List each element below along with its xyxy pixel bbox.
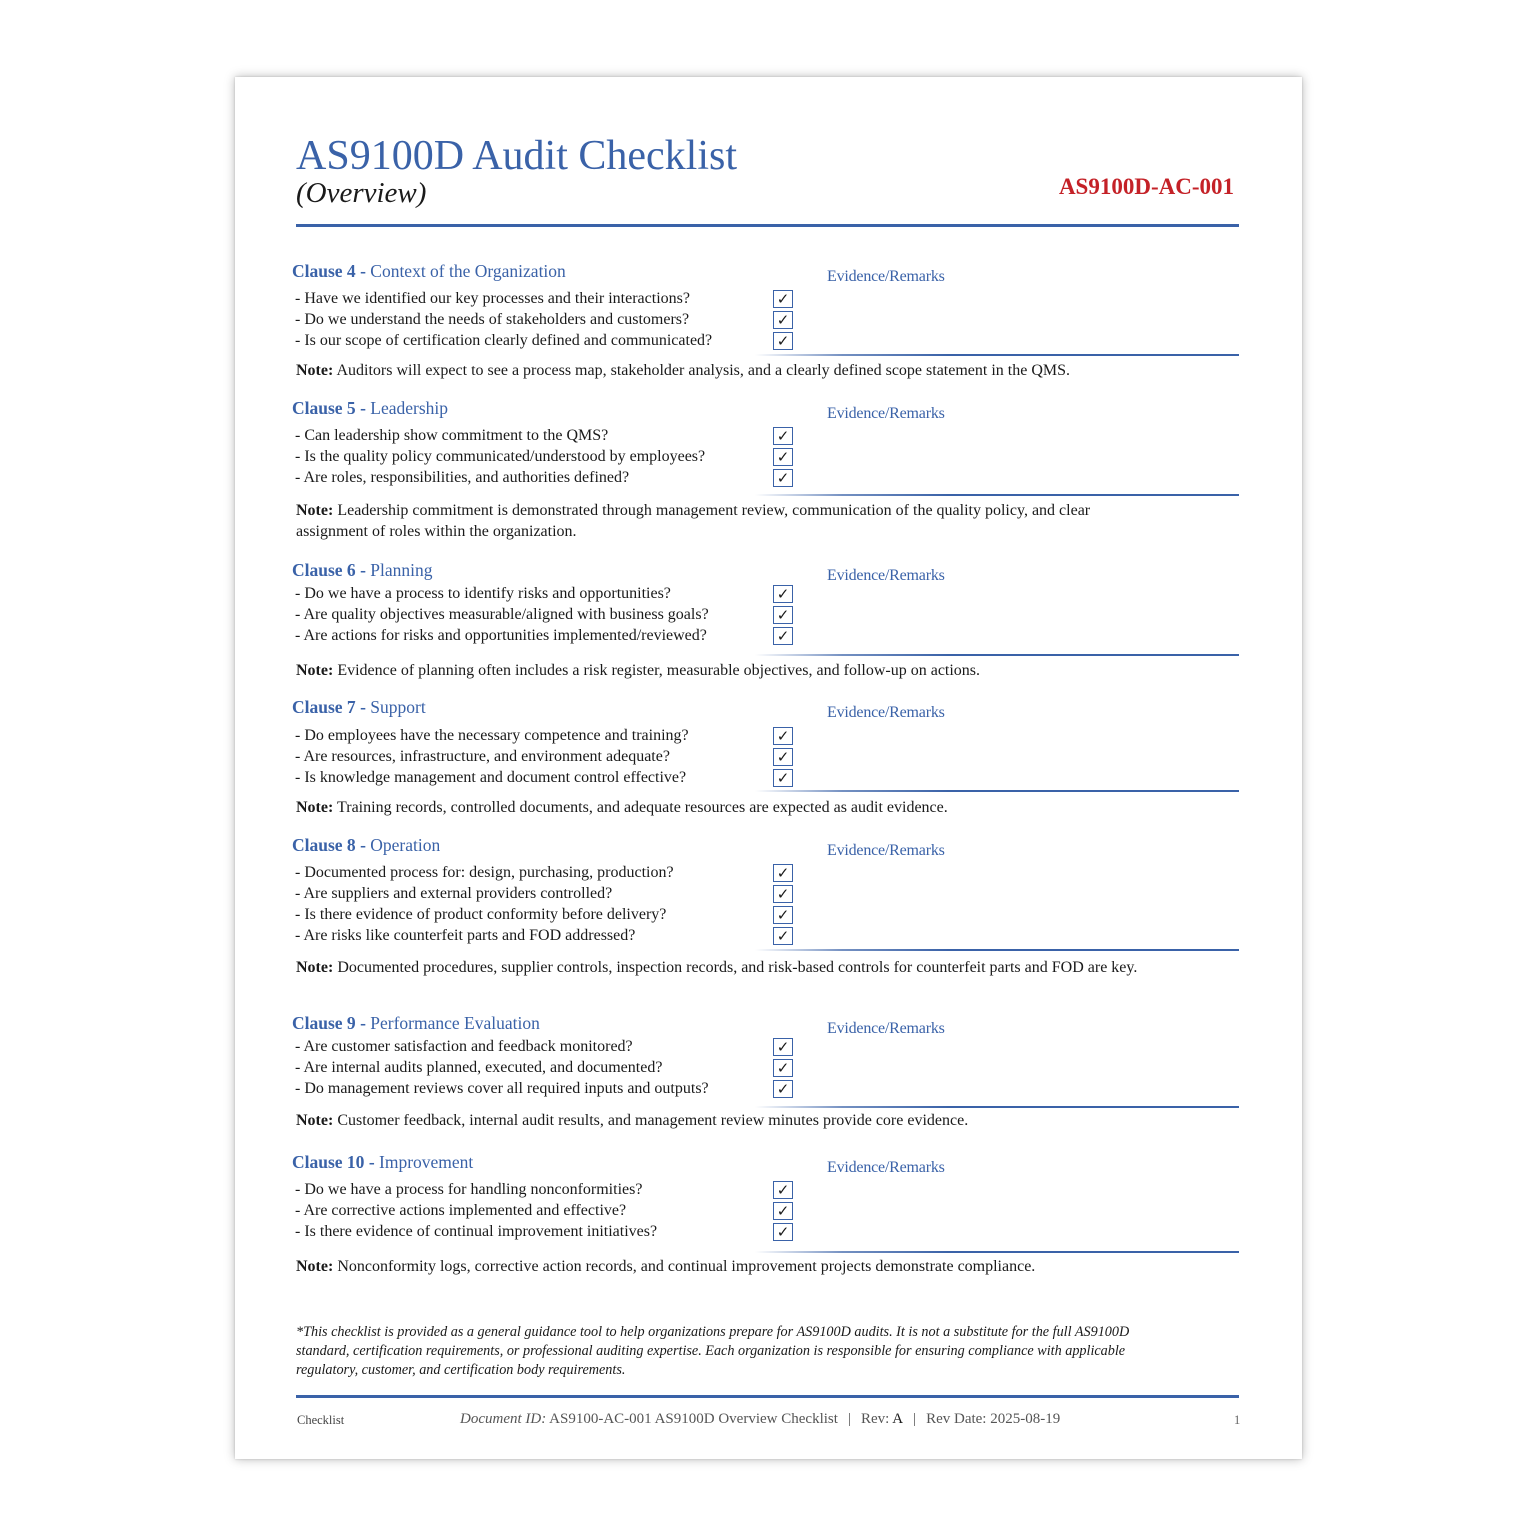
checklist-question: - Can leadership show commitment to the QMS? [295,427,609,444]
checklist-item [295,290,995,311]
clause-heading [292,1015,540,1033]
checkbox-checked-icon[interactable]: ✓ [773,1202,793,1220]
footer-document-info [460,1411,1060,1428]
evidence-remarks-line [755,790,1239,792]
checklist-question: - Is there evidence of continual improvement initiatives? [295,1223,658,1240]
note-label: Note: [296,1112,334,1129]
checkbox-checked-icon[interactable]: ✓ [773,1223,793,1241]
checkbox-checked-icon[interactable]: ✓ [773,769,793,787]
evidence-remarks-line [755,949,1239,951]
checkbox-checked-icon[interactable]: ✓ [773,727,793,745]
clause-number: Clause 5 [292,398,356,418]
checklist-question: - Is our scope of certification clearly defined and communicated? [295,332,713,349]
checkbox-checked-icon[interactable]: ✓ [773,585,793,603]
checklist-question: - Are actions for risks and opportunities implemented/reviewed? [295,627,707,644]
checklist-item [295,448,995,469]
note-label: Note: [296,662,334,679]
evidence-remarks-label: Evidence/Remarks [827,567,945,584]
checklist-question: - Do we have a process to identify risks and opportunities? [295,585,671,602]
checkbox-checked-icon[interactable]: ✓ [773,1181,793,1199]
checklist-question: - Do management reviews cover all required inputs and outputs? [295,1080,709,1097]
clause-number: Clause 10 [292,1152,365,1172]
clause-number: Clause 9 [292,1013,356,1033]
clause-note [296,500,1146,542]
clause-separator: - [355,697,371,717]
clause-note [296,957,1146,978]
clause-separator: - [364,1152,380,1172]
evidence-remarks-line [755,1251,1239,1253]
checklist-item [295,1038,995,1059]
checklist-question: - Is knowledge management and document control effective? [295,769,687,786]
clause-heading [292,837,440,855]
clause-separator: - [355,398,371,418]
note-text: Customer feedback, internal audit results, and management review minutes provide core evidence. [337,1112,969,1129]
note-label: Note: [296,362,334,379]
note-text: Auditors will expect to see a process map, stakeholder analysis, and a clearly defined scope statement in the QMS. [336,362,1070,379]
footer-doc-id: AS9100-AC-001 AS9100D Overview Checklist [549,1411,838,1427]
checklist-question: - Are internal audits planned, executed, and documented? [295,1059,663,1076]
checklist-item [295,1059,995,1080]
document-code: AS9100D-AC-001 [1058,174,1234,199]
checklist-item [295,864,995,885]
clause-note [296,1256,1146,1277]
checkbox-checked-icon[interactable]: ✓ [773,427,793,445]
checkbox-checked-icon[interactable]: ✓ [773,290,793,308]
checklist-question: - Is the quality policy communicated/understood by employees? [295,448,706,465]
checklist-item [295,906,995,927]
checkbox-checked-icon[interactable]: ✓ [773,1059,793,1077]
clause-number: Clause 4 [292,261,356,281]
document-page [235,77,1302,1459]
clause-heading [292,562,433,580]
clause-title: Planning [370,560,433,580]
checklist-question: - Are corrective actions implemented and effective? [295,1202,627,1219]
checklist-item [295,311,995,332]
checkbox-checked-icon[interactable]: ✓ [773,1038,793,1056]
evidence-remarks-label: Evidence/Remarks [827,1020,945,1037]
clause-separator: - [355,261,371,281]
checklist-item [295,885,995,906]
checklist-question: - Do employees have the necessary competence and training? [295,727,689,744]
note-text: Training records, controlled documents, and adequate resources are expected as audit evidence. [337,799,948,816]
checkbox-checked-icon[interactable]: ✓ [773,606,793,624]
checklist-question: - Are customer satisfaction and feedback monitored? [295,1038,633,1055]
note-label: Note: [296,502,334,519]
evidence-remarks-line [755,1106,1239,1108]
page-title: AS9100D Audit Checklist [296,133,738,179]
checklist-question: - Documented process for: design, purchasing, production? [295,864,674,881]
clause-number: Clause 6 [292,560,356,580]
evidence-remarks-label: Evidence/Remarks [827,704,945,721]
evidence-remarks-line [755,494,1239,496]
clause-title: Operation [370,835,441,855]
evidence-remarks-label: Evidence/Remarks [827,405,945,422]
clause-number: Clause 7 [292,697,356,717]
page-number: 1 [1234,1413,1241,1427]
clause-separator: - [355,1013,371,1033]
clause-note [296,797,1146,818]
footer-separator: | [847,1411,851,1427]
checklist-question: - Are suppliers and external providers controlled? [295,885,613,902]
checklist-question: - Have we identified our key processes and their interactions? [295,290,690,307]
clause-heading [292,1154,473,1172]
page-subtitle: (Overview) [296,177,427,209]
checklist-item [295,727,995,748]
evidence-remarks-label: Evidence/Remarks [827,1159,945,1176]
evidence-remarks-line [755,354,1239,356]
checklist-item [295,1202,995,1223]
checkbox-checked-icon[interactable]: ✓ [773,864,793,882]
checklist-item [295,1181,995,1202]
checklist-question: - Are roles, responsibilities, and authorities defined? [295,469,630,486]
footer-separator: | [913,1411,917,1427]
evidence-remarks-label: Evidence/Remarks [827,842,945,859]
checklist-item [295,769,995,790]
checklist-item [295,332,995,353]
clause-title: Improvement [379,1152,474,1172]
checklist-item [295,748,995,769]
footer-rev-date: 2025-08-19 [990,1411,1061,1427]
checkbox-checked-icon[interactable]: ✓ [773,311,793,329]
clause-number: Clause 8 [292,835,356,855]
note-label: Note: [296,799,334,816]
checkbox-checked-icon[interactable]: ✓ [773,906,793,924]
clause-title: Support [370,697,426,717]
checklist-item [295,1080,995,1101]
checkbox-checked-icon[interactable]: ✓ [773,332,793,350]
checkbox-checked-icon[interactable]: ✓ [773,448,793,466]
checklist-question: - Are risks like counterfeit parts and FOD addressed? [295,927,636,944]
footer-rev-label: Rev: [860,1411,890,1427]
note-text: Leadership commitment is demonstrated through management review, communication of the quality policy, and clear assignment of roles within the organization. [296,502,1091,540]
note-text: Evidence of planning often includes a risk register, measurable objectives, and follow-up on actions. [337,662,981,679]
clause-title: Leadership [370,398,449,418]
note-text: Nonconformity logs, corrective action records, and continual improvement projects demonstrate compliance. [337,1258,1036,1275]
checklist-question: - Do we have a process for handling nonconformities? [295,1181,643,1198]
clause-separator: - [355,835,371,855]
checklist-question: - Do we understand the needs of stakeholders and customers? [295,311,690,328]
clause-separator: - [355,560,371,580]
checklist-item [295,469,995,490]
note-label: Note: [296,1258,334,1275]
clause-title: Performance Evaluation [370,1013,540,1033]
disclaimer: *This checklist is provided as a general guidance tool to help organizations prepare for AS9100D audits. It is not a substitute for the full AS9100D standard, certification requirements, or professional auditing expertise. Each organization is responsible for ensuring compliance with applicable regulatory, customer, and certification body requirements. [296,1324,1130,1378]
title-divider [296,224,1239,227]
checkbox-checked-icon[interactable]: ✓ [773,627,793,645]
clause-heading [292,699,426,717]
clause-note [296,660,1146,681]
checklist-question: - Is there evidence of product conformity before delivery? [295,906,667,923]
checklist-item [295,927,995,948]
evidence-remarks-label: Evidence/Remarks [827,268,945,285]
checklist-item [295,585,995,606]
note-label: Note: [296,959,334,976]
checklist-question: - Are quality objectives measurable/aligned with business goals? [295,606,709,623]
clause-note [296,360,1146,381]
clause-heading [292,263,566,281]
clause-note [296,1110,1146,1131]
footer-doc-id-label: Document ID: [460,1411,547,1427]
evidence-remarks-line [755,654,1239,656]
footer-label: Checklist [297,1413,345,1427]
checkbox-checked-icon[interactable]: ✓ [773,885,793,903]
checklist-item [295,1223,995,1244]
checklist-item [295,627,995,648]
clause-title: Context of the Organization [370,261,566,281]
checkbox-checked-icon[interactable]: ✓ [773,469,793,487]
footer-rev-value: A [892,1411,904,1427]
note-text: Documented procedures, supplier controls, inspection records, and risk-based controls for counterfeit parts and FOD are key. [337,959,1138,976]
checkbox-checked-icon[interactable]: ✓ [773,1080,793,1098]
footer-divider [296,1395,1239,1398]
checklist-question: - Are resources, infrastructure, and environment adequate? [295,748,670,765]
clause-heading [292,400,448,418]
footer-rev-date-label: Rev Date: [926,1411,987,1427]
checklist-item [295,427,995,448]
checklist-item [295,606,995,627]
checkbox-checked-icon[interactable]: ✓ [773,927,793,945]
checkbox-checked-icon[interactable]: ✓ [773,748,793,766]
